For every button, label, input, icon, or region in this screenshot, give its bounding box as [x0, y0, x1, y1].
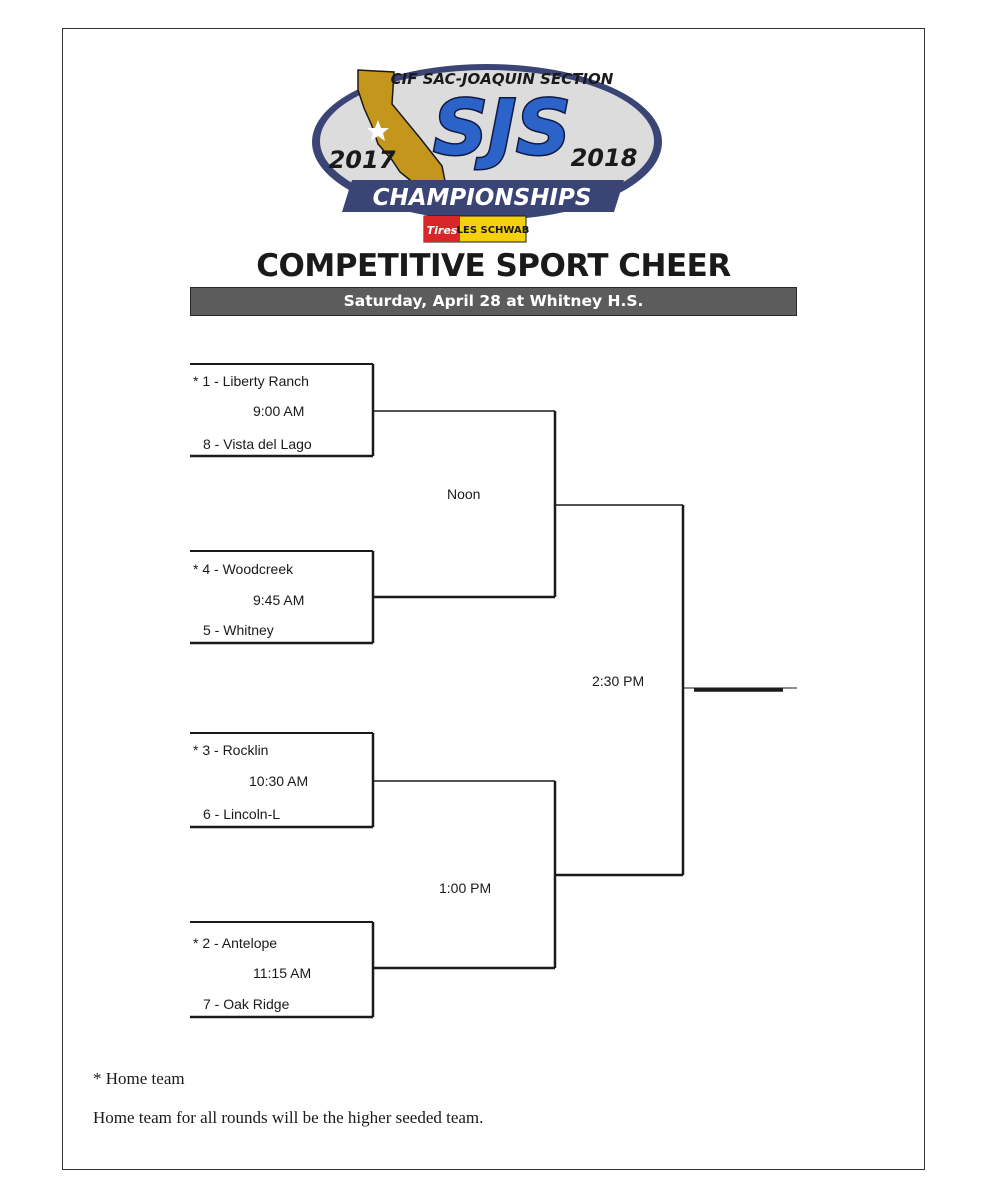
match-3-away-team: 6 - Lincoln-L — [203, 806, 281, 822]
logo-banner-text: CHAMPIONSHIPS — [372, 185, 592, 211]
match-2-home-team: * 4 - Woodcreek — [193, 561, 294, 577]
logo-year-end: 2018 — [570, 144, 638, 172]
match-3-home-team: * 3 - Rocklin — [193, 742, 269, 758]
match-1-time: 9:00 AM — [253, 403, 305, 419]
logo-section-name: CIF SAC-JOAQUIN SECTION — [390, 70, 614, 88]
home-team-legend: * Home team — [93, 1069, 185, 1088]
match-1-away-team: 8 - Vista del Lago — [203, 436, 312, 452]
match-2-time: 9:45 AM — [253, 592, 305, 608]
event-title: COMPETITIVE SPORT CHEER — [256, 248, 731, 284]
match-4-away-team: 7 - Oak Ridge — [203, 996, 290, 1012]
match-2-away-team: 5 - Whitney — [203, 622, 274, 638]
date-bar: Saturday, April 28 at Whitney H.S. — [190, 287, 797, 316]
logo-acronym: SJS — [433, 83, 571, 172]
match-1-home-team: * 1 - Liberty Ranch — [193, 373, 309, 389]
match-3-time: 10:30 AM — [249, 773, 309, 789]
semifinal-2-time: 1:00 PM — [439, 880, 492, 896]
sponsor-tag: Tires — [426, 224, 458, 237]
seeding-note: Home team for all rounds will be the higher seeded team. — [93, 1108, 484, 1127]
semifinal-1-time: Noon — [447, 486, 481, 502]
match-4-time: 11:15 AM — [253, 965, 312, 981]
sponsor-name: LES SCHWAB — [456, 225, 530, 236]
match-4-home-team: * 2 - Antelope — [193, 935, 278, 951]
final-time: 2:30 PM — [592, 673, 645, 689]
logo-year-start: 2017 — [328, 146, 396, 174]
